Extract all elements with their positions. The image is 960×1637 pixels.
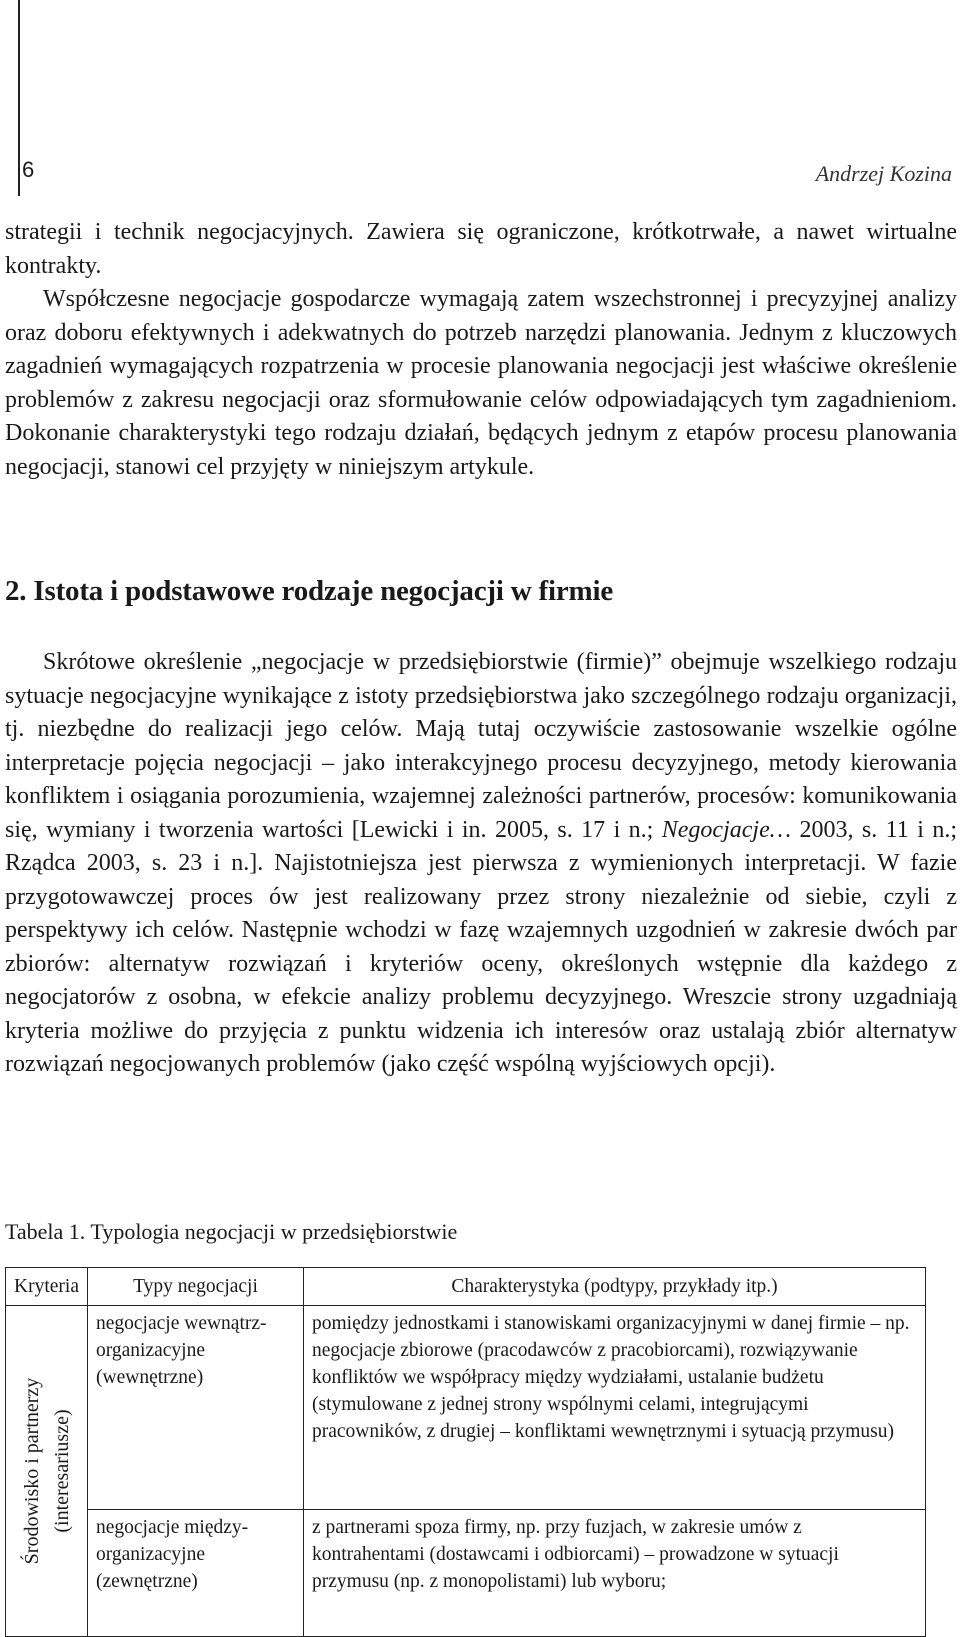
- running-head-author: Andrzej Kozina: [815, 161, 952, 186]
- description-cell-internal: pomiędzy jednostkami i stanowiskami organizacyjnymi w danej firmie – np. negocjacje zbiorowe (pracodawców z pracobiorcami), rozwiązywanie konfliktów we współpracy między wydziałami, ustalanie budżetu (stymulowane z jednej strony wspólnymi celami, integrującymi pracowników, z drugiej – konfliktami wewnętrznymi i sytuacją przymusu): [304, 1306, 926, 1510]
- section-paragraph-part-2: 2003, s. 11 i n.; Rządca 2003, s. 23 i n.]. Najistotniejsza jest pierwsza z wymienionych interpretacji. W fazie przygotowawczej proces ów jest realizowany przez strony niezależnie od siebie, czyli z perspektywy ich celów. Następnie wchodzi w fazę wzajemnych uzgodnień w zakresie dwóch par zbiorów: alternatyw rozwiązań i kryteriów oceny, określonych wstępnie dla każdego z negocjatorów z osobna, w efekcie analizy problemu decyzyjnego. Wreszcie strony uzgadniają kryteria możliwe do przyjęcia z punktu widzenia ich interesów oraz ustalają zbiór alternatyw rozwiązań negocjowanych problemów (jako część wspólną wyjściowych opcji).: [5, 816, 957, 1077]
- typology-table: [5, 1267, 926, 1637]
- table-row: [6, 1306, 926, 1510]
- intro-paragraph-1: strategii i technik negocjacyjnych. Zawiera się ograniczone, krótkotrwałe, a nawet wirtualne kontrakty.: [5, 219, 957, 279]
- table-header-row: [6, 1268, 926, 1306]
- criterion-label-line-1: Środowisko i partnerzy: [20, 1377, 43, 1565]
- intro-paragraph-2: Współczesne negocjacje gospodarcze wymagają zatem wszechstronnej i precyzyjnej analizy oraz doboru efektywnych i adekwatnych do potrzeb narzędzi planowania. Jednym z kluczowych zagadnień wymagających rozpatrzenia w procesie planowania negocjacji jest właściwe określenie problemów z zakresu negocjacji oraz sformułowanie celów odpowiadających tym zagadnieniom. Dokonanie charakterystyki tego rodzaju działań, będących jednym z etapów procesu planowania negocjacji, stanowi cel przyjęty w niniejszym artykule.: [5, 286, 957, 480]
- section-heading: 2. Istota i podstawowe rodzaje negocjacji w firmie: [5, 575, 614, 607]
- table-header-types: Typy negocjacji: [88, 1268, 304, 1306]
- citation-title: Negocjacje…: [661, 816, 792, 843]
- section-paragraph-part-1: Skrótowe określenie „negocjacje w przedsiębiorstwie (firmie)” obejmuje wszelkiego rodzaju sytuacje negocjacyjne wynikające z istoty przedsiębiorstwa jako szczególnego rodzaju organizacji, tj. niezbędne do realizacji jego celów. Mają tutaj oczywiście zastosowanie wszelkie ogólne interpretacje pojęcia negocjacji – jako interakcyjnego procesu decyzyjnego, metody kierowania konfliktem i osiągania porozumienia, wzajemnej zależności partnerów, procesów: komunikowania się, wymiany i tworzenia wartości [Lewicki i in. 2005, s. 17 i n.;: [5, 649, 957, 843]
- section-text: [5, 646, 957, 1082]
- criterion-label-line-2: (interesariusze): [50, 1409, 73, 1533]
- margin-rule: [18, 0, 20, 196]
- description-cell-external: z partnerami spoza firmy, np. przy fuzjach, w zakresie umów z kontrahentami (dostawcami i odbiorcami) – prowadzone w sytuacji przymusu (np. z monopolistami) lub wyboru;: [304, 1509, 926, 1636]
- type-cell-external: negocjacje między-organizacyjne (zewnętrzne): [88, 1509, 304, 1636]
- criterion-label: [17, 1378, 77, 1565]
- type-cell-internal: negocjacje wewnątrz-organizacyjne (wewnętrzne): [88, 1306, 304, 1510]
- table-header-criteria: Kryteria: [6, 1268, 88, 1306]
- criterion-cell: [6, 1306, 88, 1637]
- page-number: 6: [22, 157, 35, 182]
- table-caption: Tabela 1. Typologia negocjacji w przedsiębiorstwie: [5, 1219, 458, 1244]
- intro-text: [5, 216, 957, 484]
- table-header-characteristics: Charakterystyka (podtypy, przykłady itp.): [304, 1268, 926, 1306]
- section-paragraph: [5, 646, 957, 1082]
- table-row: [6, 1509, 926, 1636]
